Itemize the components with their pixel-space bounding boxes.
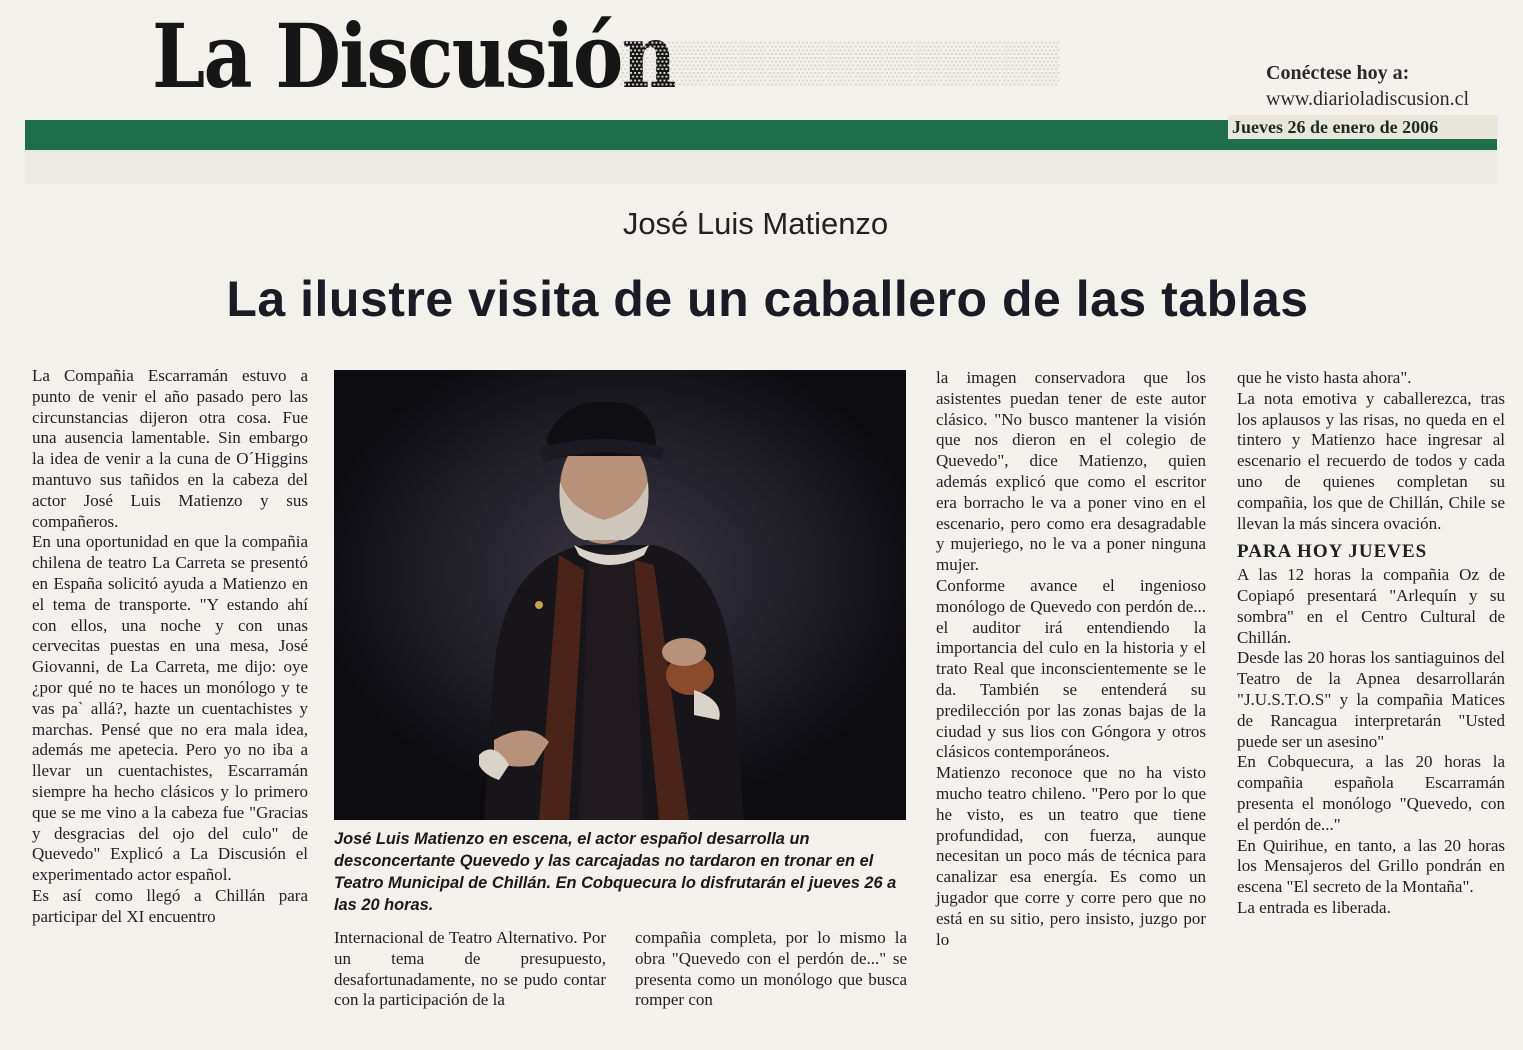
article-kicker: José Luis Matienzo — [622, 206, 889, 241]
masthead-title: La Discusión — [152, 4, 675, 108]
paragraph: Conforme avance el ingenioso monólogo de Quevedo con perdón de... el auditor irá entendiendo la importancia del culo en la historia y el trato Real que inconscientemente se le da. También se entenderá su predilección por las zonas bajas de la ciudad y sus lios con Góngora y otros clásicos contemporáneos. — [936, 575, 1206, 762]
column-5 — [1237, 368, 1505, 919]
issue-date: Jueves 26 de enero de 2006 — [1228, 115, 1498, 139]
bleed-through-decoration: ▒▒▒▒▒▒▒▒▒▒▒▒▒▒▒ — [620, 39, 1061, 84]
paragraph: En Quirihue, en tanto, a las 20 horas los Mensajeros del Grillo pondrán en escena "El secreto de la Montaña". — [1237, 835, 1505, 897]
column-4 — [936, 368, 1206, 950]
paragraph: A las 12 horas la compañia Oz de Copiapó presentará "Arlequín y su sombra" en el Centro Cultural de Chillán. — [1237, 565, 1505, 647]
paragraph: La Compañia Escarramán estuvo a punto de venir el año pasado pero las circunstancias dijeron otra cosa. Fue una ausencia lamentable. Sin embargo la idea de venir a la cuna de O´Higgins mantuvo sus tañidos en la cabeza del actor José Luis Matienzo y sus compañeros. — [32, 366, 308, 531]
photo-caption: José Luis Matienzo en escena, el actor español desarrolla un desconcertante Quevedo y las carcajadas no tardaron en tronar en el Teatro Municipal de Chillán. En Cobquecura lo disfrutarán el jueves 26 a las 20 horas. — [334, 830, 897, 914]
article-headline: La ilustre visita de un caballero de las tablas — [226, 271, 1309, 327]
paragraph: compañia completa, por lo mismo la obra "Quevedo con el perdón de..." se presenta como un monólogo que busca romper con — [635, 928, 907, 1010]
paragraph: La entrada es liberada. — [1237, 897, 1391, 917]
paragraph: Desde las 20 horas los santiaguinos del Teatro de la Apnea desarrollarán "J.U.S.T.O.S" y la compañia Matices de Rancagua interpretarán "Usted puede ser un asesino" — [1237, 648, 1505, 751]
paragraph: Internacional de Teatro Alternativo. Por un tema de presupuesto, desafortunadamente, no se pudo contar con la participación de la — [334, 928, 606, 1010]
paragraph: En una oportunidad en que la compañia chilena de teatro La Carreta se presentó en España solicitó ayuda a Matienzo en el tema de transporte. "Y estando ahí con ellos, una noche y con unas cervecitas puestas en una mesa, José Giovanni, de La Carreta, me dijo: oye ¿por qué no te haces un monólogo y te vas pa` allá?, hazte un cuentachistes y marchas. Pensé que no era mala idea, además me apetecia. Pero yo no iba a llevar un cuentachistes, Escarramán siempre ha hecho clásicos y lo primero que se me vino a la cabeza fue "Gracias y desgracias del ojo del culo" de Quevedo" Explicó a La Discusión el experimentado actor español. — [32, 532, 308, 885]
bleed-through-strip — [25, 150, 1497, 184]
paragraph: que he visto hasta ahora". — [1237, 368, 1412, 387]
paragraph: La nota emotiva y caballerezca, tras los aplausos y las risas, no queda en el tintero y Matienzo hace ingresar al escenario el recuerdo de todos y cada uno de quienes completan su compañia, los que de Chillán, Chile se llevan la más sincera ovación. — [1237, 388, 1505, 533]
column-1 — [32, 366, 308, 928]
paragraph: En Cobquecura, a las 20 horas la compañia española Escarramán presenta el monólogo "Quevedo, con el perdón de..." — [1237, 752, 1505, 834]
column-2 — [334, 928, 606, 1011]
actor-photo — [334, 370, 906, 820]
column-3 — [635, 928, 907, 1011]
paragraph: Es así como llegó a Chillán para participar del XI encuentro — [32, 885, 308, 926]
subheading: PARA HOY JUEVES — [1237, 541, 1428, 563]
actor-illustration — [334, 370, 906, 820]
connect-label: Conéctese hoy a: — [1266, 62, 1410, 84]
paragraph: Matienzo reconoce que no ha visto mucho teatro chileno. "Pero por lo que he visto, es un teatro que tiene profundidad, con fuerza, aunque necesitan un poco más de técnica para canalizar esa energía. Es como un jugador que corre y corre pero que no está en su sitio, pero insisto, juzgo por lo — [936, 763, 1206, 949]
paragraph: la imagen conservadora que los asistentes puedan tener de este autor clásico. "No busco mantener la visión que nos dieron en el colegio de Quevedo", dice Matienzo, quien además explicó que como el escritor era borracho le va a poner vino en el escenario, pero como era desagradable y mujeriego, no le va a poner ninguna mujer. — [936, 368, 1206, 575]
website-url[interactable]: www.diarioladiscusion.cl — [1266, 88, 1470, 110]
